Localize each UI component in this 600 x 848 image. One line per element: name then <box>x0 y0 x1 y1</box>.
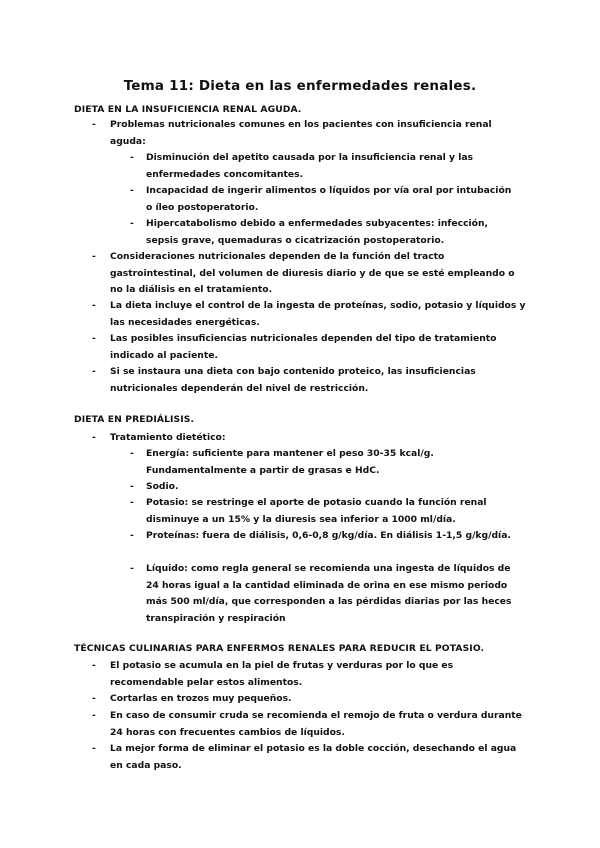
list-item-text: Problemas nutricionales comunes en los pacientes con insuficiencia renal aguda: <box>110 119 492 147</box>
list-item-text: Proteínas: fuera de diálisis, 0,6-0,8 g/kg/día. En diálisis 1-1,5 g/kg/día. <box>146 530 511 541</box>
bullet-dash: - <box>92 119 96 130</box>
list-item-text: Líquido: como regla general se recomienda una ingesta de líquidos de 24 horas igual a la cantidad eliminada de orina en ese mismo periodo más 500 ml/día, que corresponden a las pérdidas diarias por las heces transpiración y respiración <box>146 563 512 624</box>
bullet-dash: - <box>130 497 134 508</box>
list-item-text: Hipercatabolismo debido a enfermedades subyacentes: infección, sepsis grave, quemaduras o cicatrización postoperatorio. <box>146 218 489 246</box>
list-item-text: La dieta incluye el control de la ingesta de proteínas, sodio, potasio y líquidos y las necesidades energéticas. <box>110 300 526 328</box>
list-item-text: Si se instaura una dieta con bajo contenido proteico, las insuficiencias nutricionales dependerán del nivel de restricción. <box>110 366 476 394</box>
page-title: Tema 11: Dieta en las enfermedades renales. <box>123 78 477 94</box>
bullet-dash: - <box>130 152 134 163</box>
list-item-text: La mejor forma de eliminar el potasio es la doble cocción, desechando el agua en cada paso. <box>110 743 517 771</box>
list-item-text: Las posibles insuficiencias nutricionales dependen del tipo de tratamiento indicado al paciente. <box>110 333 497 361</box>
section-heading-tecnicas: TÉCNICAS CULINARIAS PARA ENFERMOS RENALES PARA REDUCIR EL POTASIO. <box>74 643 485 654</box>
bullet-dash: - <box>92 693 96 704</box>
bullet-dash: - <box>92 333 96 344</box>
bullet-dash: - <box>92 366 96 377</box>
bullet-dash: - <box>130 185 134 196</box>
bullet-dash: - <box>92 432 96 443</box>
bullet-dash: - <box>130 563 134 574</box>
list-item-text: Disminución del apetito causada por la insuficiencia renal y las enfermedades concomitantes. <box>146 152 474 180</box>
list-item-text: En caso de consumir cruda se recomienda el remojo de fruta o verdura durante 24 horas con frecuentes cambios de líquidos. <box>110 710 522 738</box>
list-item-text: Cortarlas en trozos muy pequeños. <box>110 693 292 704</box>
bullet-dash: - <box>92 251 96 262</box>
bullet-dash: - <box>92 300 96 311</box>
list-item-text: Incapacidad de ingerir alimentos o líquidos por vía oral por intubación o íleo postoperatorio. <box>146 185 512 213</box>
bullet-dash: - <box>130 481 134 492</box>
list-item-text: Energía: suficiente para mantener el peso 30-35 kcal/g. Fundamentalmente a partir de grasas e HdC. <box>146 448 434 476</box>
list-item-text: Sodio. <box>146 481 179 492</box>
list-item-text: El potasio se acumula en la piel de frutas y verduras por lo que es recomendable pelar estos alimentos. <box>110 660 454 688</box>
section-heading-predialisis: DIETA EN PREDIÁLISIS. <box>74 414 195 425</box>
bullet-dash: - <box>130 448 134 459</box>
bullet-dash: - <box>130 530 134 541</box>
section-heading-ira: DIETA EN LA INSUFICIENCIA RENAL AGUDA. <box>74 104 302 115</box>
bullet-dash: - <box>92 710 96 721</box>
bullet-dash: - <box>92 660 96 671</box>
bullet-dash: - <box>130 218 134 229</box>
list-item-text: Consideraciones nutricionales dependen de la función del tracto gastrointestinal, del volumen de diuresis diario y de que se esté empleando o no la diálisis en el tratamiento. <box>110 251 515 295</box>
list-item-text: Tratamiento dietético: <box>110 432 226 443</box>
list-item-text: Potasio: se restringe el aporte de potasio cuando la función renal disminuye a un 15% y la diuresis sea inferior a 1000 ml/día. <box>146 497 487 525</box>
bullet-dash: - <box>92 743 96 754</box>
